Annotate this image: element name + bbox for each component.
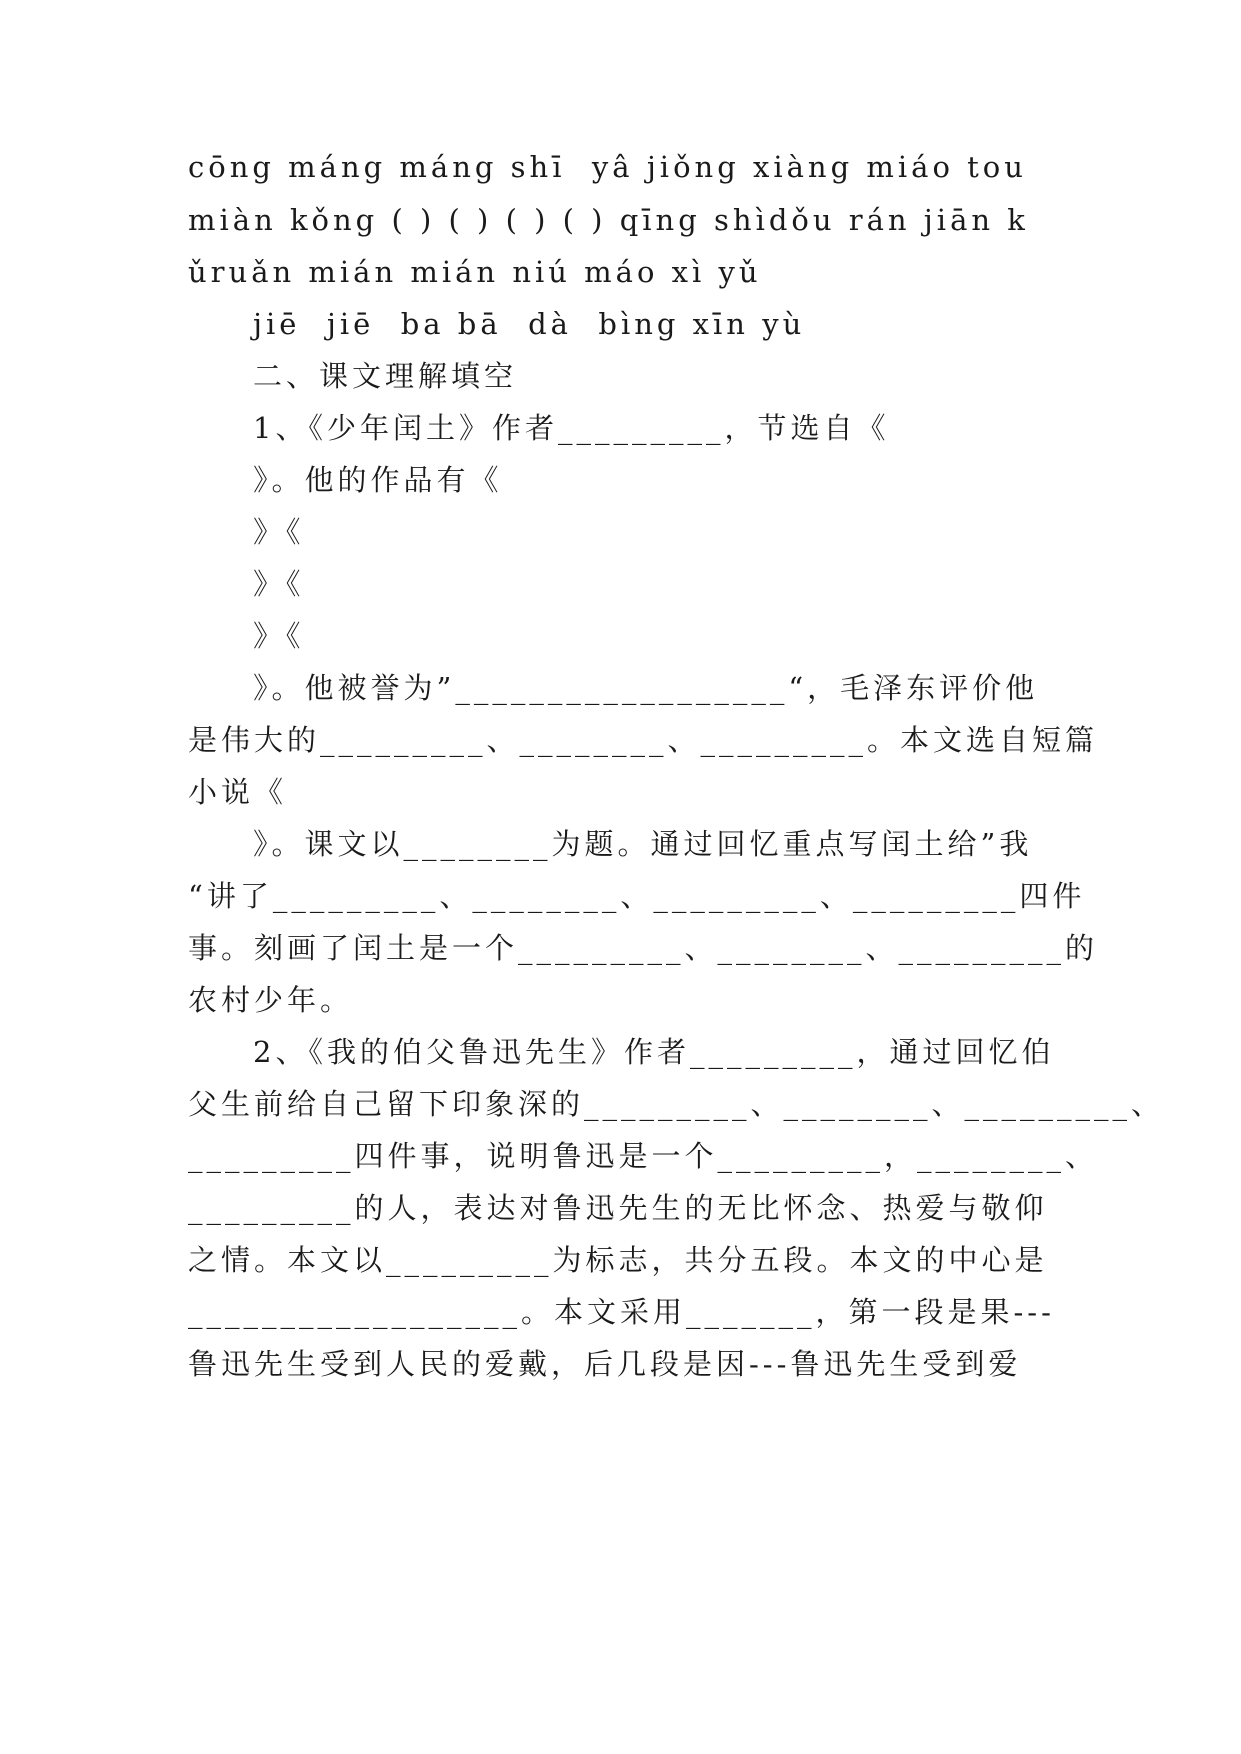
question-1-line-2: 》。他的作品有《: [253, 463, 503, 497]
pinyin-line-4: jiē jiē ba bā dà bìng xīn yù: [253, 307, 806, 341]
question-2-line-2: 父生前给自己留下印象深的_________、________、_________、: [188, 1087, 1165, 1121]
pinyin-line-2: miàn kǒng ( ) ( ) ( ) ( ) qīng shìdǒu rán jiān k: [188, 203, 1029, 237]
question-2-line-6: __________________。本文采用_______，第一段是果---: [188, 1295, 1055, 1329]
question-2-line-3: _________四件事，说明鲁迅是一个_________，________、: [188, 1139, 1099, 1173]
question-1-line-8: 小说《: [188, 775, 288, 809]
question-1-line-4: 》《: [253, 567, 305, 601]
question-1-line-11: 事。刻画了闰土是一个_________、________、_________的: [188, 931, 1099, 965]
question-1-line-12: 农村少年。: [188, 983, 354, 1017]
question-2-line-4: _________的人，表达对鲁迅先生的无比怀念、热爱与敬仰: [188, 1191, 1048, 1225]
section-heading: 二、课文理解填空: [253, 359, 518, 393]
pinyin-line-3: ǔruǎn mián mián niú máo xì yǔ: [188, 255, 762, 289]
question-1-line-6: 》。他被誉为”__________________“，毛泽东评价他: [253, 671, 1039, 705]
pinyin-line-1: cōng máng máng shī yâ jiǒng xiàng miáo tou: [188, 150, 1027, 184]
question-1-line-5: 》《: [253, 619, 305, 653]
question-1-line-3: 》《: [253, 515, 305, 549]
question-2-line-7: 鲁迅先生受到人民的爱戴，后几段是因---鲁迅先生受到爱: [188, 1347, 1022, 1381]
question-2-line-5: 之情。本文以_________为标志，共分五段。本文的中心是: [188, 1243, 1048, 1277]
question-2-line-1: 2、《我的伯父鲁迅先生》作者_________，通过回忆伯: [253, 1035, 1055, 1069]
question-1-line-7: 是伟大的_________、________、_________。本文选自短篇: [188, 723, 1099, 757]
question-1-line-9: 》。课文以________为题。通过回忆重点写闰土给”我: [253, 827, 1033, 861]
question-1-line-10: “讲了_________、________、_________、_________四件: [188, 879, 1086, 913]
question-1-line-1: 1、《少年闰土》作者_________，节选自《: [253, 411, 890, 445]
